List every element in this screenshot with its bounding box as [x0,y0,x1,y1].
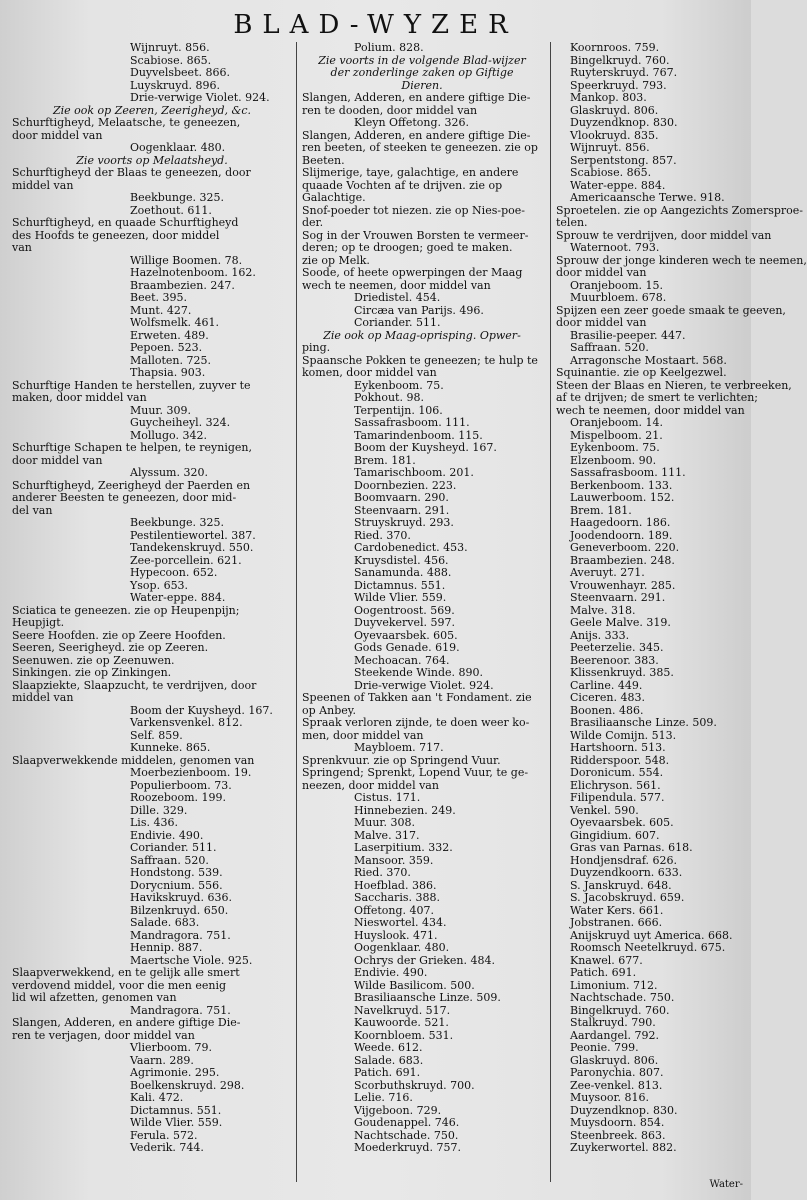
index-line: Saffraan. 520. [570,341,649,354]
index-line: Boomvaarn. 290. [354,491,449,504]
index-line: Spraak verloren zijnde, te doen weer ko- [302,716,530,729]
index-line: verdovend middel, voor die men eenig [12,978,227,992]
index-line: Slaapverwekkend, en te gelijk alle smert [12,966,240,979]
index-line: Stalkruyd. 790. [570,1016,656,1029]
index-line: Speenen of Takken aan 't Fondament. zie [302,691,532,704]
index-line: Driedistel. 454. [354,291,441,304]
index-line: Vlookruyd. 835. [570,128,659,142]
index-line: Schurftigheyd, Melaatsche, te geneezen, [12,116,241,129]
index-line: Malve. 317. [354,828,420,842]
index-line: door middel van [12,453,103,467]
index-line: Averuyt. 271. [570,566,645,579]
index-line: Brem. 181. [354,453,416,467]
index-line: Ochrys der Grieken. 484. [354,953,496,967]
index-line: Havikskruyd. 636. [130,891,232,904]
index-line: Arragonsche Mostaart. 568. [570,353,727,367]
index-line: Doornbezien. 223. [354,478,457,492]
index-line: Vaarn. 289. [130,1053,194,1067]
index-line: Dictamnus. 551. [130,1103,222,1117]
column-divider [296,42,297,1182]
catchword: Water- [709,1179,743,1190]
index-line: der zonderlinge zaken op Giftige [330,66,514,79]
index-line: Schurftigheyd, en quaade Schurftigheyd [12,216,239,229]
index-line: Muurbloem. 678. [570,291,667,304]
index-line: Sprouw te verdrijven, door middel van [556,228,772,242]
index-line: Seeren, Seerigheyd. zie op Zeeren. [12,641,209,654]
index-line: Hypecoon. 652. [130,566,218,579]
page-title: BLAD-WYZER [233,10,518,40]
index-line: anderer Beesten te geneezen, door mid- [12,491,237,504]
index-line: Patich. 691. [354,1066,421,1079]
index-line: Roozeboom. 199. [130,791,227,804]
column-divider [550,42,551,1182]
index-line: Pestilentiewortel. 387. [130,528,256,542]
index-line: Lauwerboom. 152. [570,491,675,504]
index-line: ren te dooden, door middel van [302,103,478,117]
index-line: Huyslook. 471. [354,928,438,942]
index-line: Vederik. 744. [130,1141,204,1154]
index-line: Moederkruyd. 757. [354,1141,461,1154]
index-line: Schurftige Handen te herstellen, zuyver te [12,378,251,392]
index-line: neezen, door middel van [302,778,439,792]
index-line: Wolfsmelk. 461. [130,316,220,329]
index-line: Weede. 612. [354,1041,423,1054]
index-line: Struyskruyd. 293. [354,516,454,529]
index-line: Duyvelsbeet. 866. [130,66,230,79]
index-line: Pepoen. 523. [130,341,203,354]
index-line: Hartshoorn. 513. [570,741,666,754]
index-line: Sprenkvuur. zie op Springend Vuur. [302,753,501,767]
index-line: Hazelnotenboom. 162. [130,266,256,279]
index-line: Sinkingen. zie op Zinkingen. [12,666,172,679]
index-line: Water-eppe. 884. [130,591,226,604]
index-line: Mispelboom. 21. [570,428,663,442]
index-line: Dille. 329. [130,803,188,817]
index-line: Boom der Kuysheyd. 167. [354,441,497,454]
index-line: Guycheiheyl. 324. [130,416,231,429]
index-line: Berkenboom. 133. [570,478,673,492]
index-line: ren beeten, of steeken te geneezen. zie op [302,141,538,154]
index-line: Bingelkruyd. 760. [570,1003,670,1017]
index-line: Nieswortel. 434. [354,916,447,929]
index-line: Aardangel. 792. [570,1028,659,1042]
index-line: Zoethout. 611. [130,203,212,217]
index-line: Gras van Parnas. 618. [570,841,693,854]
index-line: Waternoot. 793. [570,241,660,254]
index-line: Beekbunge. 325. [130,191,225,204]
index-line: Terpentijn. 106. [354,403,443,417]
index-line: Populierboom. 73. [130,778,232,792]
index-column-3 [556,41,807,1155]
index-line: Alyssum. 320. [130,466,208,479]
index-line: Jobstranen. 666. [570,916,663,929]
index-line: Schurftigheyd der Blaas te geneezen, door [12,166,251,179]
index-line: Slaapziekte, Slaapzucht, te verdrijven, door [12,678,257,692]
index-line: Peeterzelie. 345. [570,641,664,654]
index-line: Nachtschade. 750. [570,991,675,1004]
index-line: Mechoacan. 764. [354,653,450,667]
index-line: ping. [302,341,331,354]
index-line: Salade. 683. [354,1053,424,1067]
index-line: Wijnruyt. 856. [570,141,650,154]
index-line: Anijskruyd uyt America. 668. [570,928,733,942]
index-line: Roomsch Neetelkruyd. 675. [570,941,726,954]
index-line: Endivie. 490. [130,828,204,842]
index-line: Mandragora. 751. [130,1003,231,1017]
index-line: Brasilie-peeper. 447. [570,328,686,342]
index-line: telen. [556,216,588,229]
index-line: Muysdoorn. 854. [570,1116,665,1129]
index-line: Sproetelen. zie op Aangezichts Zomersproe- [556,203,804,217]
index-line: Patich. 691. [570,966,637,979]
index-line: Self. 859. [130,728,183,742]
index-line: Sassafrasboom. 111. [354,416,470,429]
index-line: Zie ook op Maag-oprisping. Opwer- [323,328,521,342]
index-line: Oyevaarsbek. 605. [570,816,674,829]
index-line: Cardobenedict. 453. [354,541,468,554]
index-line: Cistus. 171. [354,791,421,804]
index-line: Dieren. [401,78,443,92]
index-line: Beekbunge. 325. [130,516,225,529]
index-line: Duyvekervel. 597. [354,616,456,629]
index-line: Lelie. 716. [354,1091,413,1104]
index-line: Offetong. 407. [354,903,434,917]
index-line: Sassafrasboom. 111. [570,466,686,479]
index-line: Elzenboom. 90. [570,453,657,467]
index-line: Willige Boomen. 78. [130,253,243,267]
index-line: Slaapverwekkende middelen, genomen van [12,753,255,767]
index-line: Spaansche Pokken te geneezen; te hulp te [302,353,538,367]
index-line: Varkensvenkel. 812. [130,716,243,729]
index-line: Wilde Vlier. 559. [130,1116,223,1129]
index-line: Wilde Vlier. 559. [354,591,447,604]
index-line: Goudenappel. 746. [354,1116,460,1129]
index-line: Nachtschade. 750. [354,1128,459,1142]
index-line: Beet. 395. [130,291,188,304]
index-line: Saffraan. 520. [130,853,209,867]
index-line: Geele Malve. 319. [570,616,671,629]
index-line: Venkel. 590. [570,803,639,817]
index-line: Hondjensdraf. 626. [570,853,678,867]
index-line: Kruysdistel. 456. [354,553,449,567]
index-line: des Hoofds te geneezen, door middel [12,228,220,242]
index-line: Brasiliaansche Linze. 509. [354,991,501,1004]
index-line: Eykenboom. 75. [570,441,660,454]
index-line: Vijgeboon. 729. [354,1103,442,1117]
index-line: Snof-poeder tot niezen. zie op Nies-poe- [302,203,525,217]
index-line: Vrouwenhayr. 285. [570,578,676,592]
index-line: Scabiose. 865. [130,53,212,67]
index-line: Laserpitium. 332. [354,841,453,854]
index-line: Gods Genade. 619. [354,641,460,654]
index-line: Sprouw der jonge kinderen wech te neemen, [556,253,807,267]
index-line: Peonie. 799. [570,1041,639,1054]
index-line: Beerenoor. 383. [570,653,659,667]
index-line: Glaskruyd. 806. [570,103,659,117]
index-line: Brasiliaansche Linze. 509. [570,716,717,729]
index-line: Heupjigt. [12,616,65,629]
index-line: Oogentroost. 569. [354,603,455,617]
index-line: Coriander. 511. [354,316,441,329]
index-line: middel van [12,691,74,704]
index-line: door middel van [556,316,647,329]
index-line: maken, door middel van [12,391,147,404]
index-line: Polium. 828. [354,41,424,54]
index-line: Beeten. [302,153,345,167]
index-line: Slijmerige, taye, galachtige, en andere [302,166,519,179]
index-line: Tamarindenboom. 115. [354,428,483,442]
index-line: Hondstong. 539. [130,866,223,879]
index-line: Mansoor. 359. [354,853,434,867]
index-line: Haagedoorn. 186. [570,516,671,529]
index-line: Scorbuthskruyd. 700. [354,1078,475,1092]
index-line: Gingidium. 607. [570,828,660,842]
index-line: Drie-verwige Violet. 924. [130,91,270,104]
index-line: Duyzendkoorn. 633. [570,866,683,879]
index-line: Maertsche Viole. 925. [130,953,253,967]
index-line: Slangen, Adderen, en andere giftige Die- [302,91,531,104]
index-line: Wijnruyt. 856. [130,41,210,54]
index-line: Seere Hoofden. zie op Zeere Hoofden. [12,628,226,642]
index-line: Boonen. 486. [570,703,644,717]
index-line: Malloten. 725. [130,353,211,367]
index-line: Endivie. 490. [354,966,428,979]
index-line: Mollugo. 342. [130,428,207,442]
index-line: zie op Melk. [302,253,370,267]
index-line: Speerkruyd. 793. [570,78,667,92]
index-line: Koornroos. 759. [570,41,660,54]
index-line: S. Janskruyd. 648. [570,878,672,892]
index-line: Galachtige. [302,191,366,204]
index-line: Kleyn Offetong. 326. [354,116,470,129]
index-line: Ried. 370. [354,528,411,542]
index-line: Squinantie. zie op Keelgezwel. [556,366,727,379]
index-line: Salade. 683. [130,916,200,929]
index-line: wech te neemen, door middel van [302,278,491,292]
index-line: door middel van [12,128,103,142]
index-line: Sciatica te geneezen. zie op Heupenpijn; [12,603,240,617]
index-line: Kali. 472. [130,1091,184,1104]
index-line: Scabiose. 865. [570,166,652,179]
index-line: Circæa van Parijs. 496. [354,303,484,317]
index-line: Zie ook op Zeeren, Zeerigheyd, &c. [52,103,252,117]
index-line: Ciceren. 483. [570,691,645,704]
index-line: Oranjeboom. 14. [570,416,664,429]
index-line: Munt. 427. [130,303,192,317]
index-line: Oogenklaar. 480. [130,141,226,154]
index-line: Agrimonie. 295. [130,1066,220,1079]
index-line: Duyzendknop. 830. [570,116,678,129]
index-line: Slangen, Adderen, en andere giftige Die- [12,1016,241,1029]
index-line: Klissenkruyd. 385. [570,666,674,679]
index-line: Kunneke. 865. [130,741,211,754]
index-line: Oogenklaar. 480. [354,941,450,954]
index-line: Paronychia. 807. [570,1066,664,1079]
index-line: Zee-porcellein. 621. [130,553,242,567]
index-line: Braambezien. 248. [570,553,675,567]
index-line: Geneverboom. 220. [570,541,680,554]
index-line: Boom der Kuysheyd. 167. [130,703,273,717]
index-line: Muysoor. 816. [570,1091,649,1104]
index-line: Doronicum. 554. [570,766,664,779]
index-line: Maybloem. 717. [354,741,444,754]
index-line: Seenuwen. zie op Zeenuwen. [12,653,175,667]
index-line: Duyzendknop. 830. [570,1103,678,1117]
index-line: Zee-venkel. 813. [570,1078,663,1092]
index-line: Malve. 318. [570,603,636,617]
index-line: Hoefblad. 386. [354,878,437,892]
index-line: Mandragora. 751. [130,928,231,942]
index-line: Elichryson. 561. [570,778,661,792]
index-line: Zuykerwortel. 882. [570,1141,677,1154]
index-line: Kauwoorde. 521. [354,1016,449,1029]
index-line: Steenvaarn. 291. [354,503,450,517]
index-line: Springend; Sprenkt, Lopend Vuur, te ge- [302,766,529,779]
index-line: Tamarischboom. 201. [354,466,474,479]
index-line: Dorycnium. 556. [130,878,223,892]
index-line: Tandekenskruyd. 550. [130,541,254,554]
index-line: Steen der Blaas en Nieren, te verbreeken, [556,378,792,392]
index-line: Glaskruyd. 806. [570,1053,659,1067]
index-line: af te drijven; de smert te verlichten; [556,391,759,404]
index-line: Luyskruyd. 896. [130,78,220,92]
index-line: door middel van [556,266,647,279]
index-line: del van [12,503,53,517]
index-line: Koornbloem. 531. [354,1028,454,1042]
index-line: Ferula. 572. [130,1128,198,1142]
index-line: Coriander. 511. [130,841,217,854]
index-line: Moerbezienboom. 19. [130,766,252,779]
index-line: Vlierboom. 79. [130,1041,212,1054]
index-line: Steenbreek. 863. [570,1128,666,1142]
index-line: Mankop. 803. [570,91,647,104]
index-line: Navelkruyd. 517. [354,1003,451,1017]
index-line: Steenvaarn. 291. [570,591,666,604]
index-line: Water Kers. 661. [570,903,664,917]
index-line: Bilzenkruyd. 650. [130,903,229,917]
index-line: Hinnebezien. 249. [354,803,456,817]
index-column-1 [12,42,292,1155]
index-line: Spijzen een zeer goede smaak te geeven, [556,303,786,317]
index-line: Ried. 370. [354,866,411,879]
index-line: Anijs. 333. [570,628,630,642]
index-line: Eykenboom. 75. [354,378,444,392]
index-line: Zie voorts op Melaatsheyd. [76,153,228,167]
index-line: Muur. 309. [130,403,191,417]
index-line: Oranjeboom. 15. [570,278,664,292]
index-line: Brem. 181. [570,503,632,517]
index-line: Saccharis. 388. [354,891,440,904]
index-line: Steekende Winde. 890. [354,666,484,679]
index-line: lid wil afzetten, genomen van [12,991,177,1004]
index-line: Ruyterskruyd. 767. [570,66,678,79]
index-line: Wilde Comijn. 513. [570,728,677,742]
index-line: op Anbey. [302,703,356,717]
index-column-2 [302,42,542,1155]
index-line: Slangen, Adderen, en andere giftige Die- [302,128,531,142]
index-line: Oyevaarsbek. 605. [354,628,458,642]
index-line: Boelkenskruyd. 298. [130,1078,245,1092]
index-line: Limonium. 712. [570,978,658,992]
index-line: Sog in der Vrouwen Borsten te vermeer- [302,228,529,242]
index-line: Hennip. 887. [130,941,203,954]
index-line: Water-eppe. 884. [570,178,666,192]
index-line: Serpentstong. 857. [570,153,677,167]
index-line: deren; op te droogen; goed te maken. [302,241,513,254]
index-line: Knawel. 677. [570,953,643,967]
index-line: Erweten. 489. [130,328,209,342]
index-line: S. Jacobskruyd. 659. [570,891,685,904]
index-line: Thapsia. 903. [130,366,206,379]
index-line: Drie-verwige Violet. 924. [354,678,494,692]
index-line: Zie voorts in de volgende Blad-wijzer [318,53,526,67]
index-line: der. [302,216,324,229]
index-line: Sanamunda. 488. [354,566,452,579]
index-line: Americaansche Terwe. 918. [570,191,725,204]
index-line: Pokhout. 98. [354,391,424,404]
index-line: Soode, of heete opwerpingen der Maag [302,266,523,279]
index-line: Lis. 436. [130,816,178,829]
index-line: quaade Vochten af te drijven. zie op [302,178,503,192]
index-line: men, door middel van [302,728,424,742]
index-line: ren te verjagen, door middel van [12,1028,195,1042]
index-line: Schurftigheyd, Zeerigheyd der Paerden en [12,478,251,492]
index-line: Braambezien. 247. [130,278,235,292]
index-line: middel van [12,178,74,192]
index-line: Ysop. 653. [130,578,189,592]
index-line: Muur. 308. [354,816,415,829]
index-line: Joodendoorn. 189. [570,528,673,542]
index-line: Wilde Basilicom. 500. [354,978,475,992]
index-line: Schurftige Schapen te helpen, te reynigen, [12,441,252,454]
index-line: Filipendula. 577. [570,791,665,804]
index-line: Ridderspoor. 548. [570,753,670,767]
index-line: Carline. 449. [570,678,643,692]
index-line: wech te neemen, door middel van [556,403,745,417]
index-line: Bingelkruyd. 760. [570,53,670,67]
index-line: Dictamnus. 551. [354,578,446,592]
index-line: komen, door middel van [302,366,437,379]
index-line: van [12,241,32,254]
